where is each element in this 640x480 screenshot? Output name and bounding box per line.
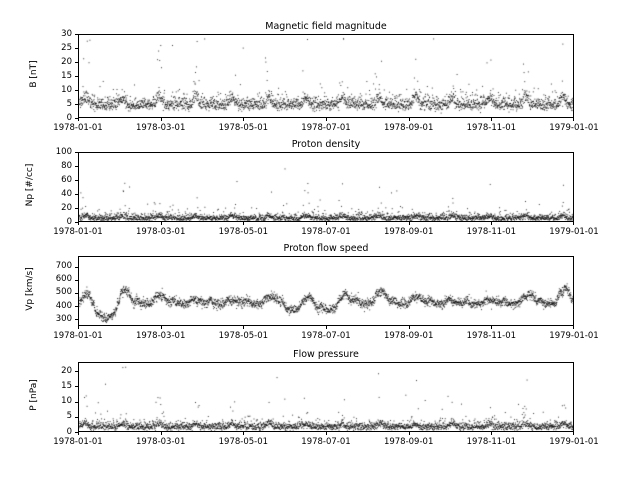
panel-title-2: Proton flow speed	[283, 243, 369, 254]
x-tick-mark	[491, 117, 492, 121]
plot-area-1	[78, 152, 574, 222]
x-tick-label: 1978-11-01	[466, 123, 517, 133]
plot-area-2	[78, 256, 574, 326]
x-tick-mark	[573, 117, 574, 121]
x-tick-label: 1978-09-01	[383, 227, 434, 237]
y-tick-label: 10	[61, 396, 72, 407]
x-tick-mark	[409, 221, 410, 225]
y-tick-label: 300	[55, 313, 72, 324]
y-tick-label: 5	[66, 98, 72, 109]
scatter-points-1	[79, 153, 574, 222]
x-tick-mark	[491, 221, 492, 225]
plot-area-0	[78, 34, 574, 118]
y-tick-mark	[75, 194, 79, 195]
x-tick-mark	[78, 117, 79, 121]
x-tick-label: 1978-05-01	[218, 227, 269, 237]
x-tick-label: 1978-03-01	[135, 227, 186, 237]
panel-magnetic-field-magnitude	[29, 21, 599, 133]
y-tick-label: 15	[61, 380, 72, 391]
y-tick-mark	[75, 48, 79, 49]
x-tick-mark	[491, 325, 492, 329]
x-tick-mark	[243, 325, 244, 329]
y-tick-mark	[75, 371, 79, 372]
panel-proton-density	[25, 139, 599, 237]
x-tick-label: 1978-11-01	[466, 227, 517, 237]
x-tick-label: 1978-01-01	[53, 123, 103, 133]
x-tick-label: 1979-01-01	[549, 437, 599, 447]
y-tick-label: 5	[66, 411, 72, 422]
x-tick-mark	[243, 431, 244, 435]
y-tick-label: 700	[55, 261, 72, 272]
x-tick-label: 1978-03-01	[135, 331, 186, 341]
y-tick-label: 60	[61, 174, 72, 185]
y-tick-label: 400	[55, 300, 72, 311]
x-tick-label: 1978-05-01	[218, 437, 269, 447]
y-tick-label: 600	[55, 274, 72, 285]
y-tick-mark	[75, 267, 79, 268]
y-tick-label: 20	[61, 365, 72, 376]
y-tick-mark	[75, 34, 79, 35]
x-tick-label: 1978-09-01	[383, 123, 434, 133]
y-tick-label: 15	[61, 70, 72, 81]
x-tick-label: 1978-07-01	[301, 437, 351, 447]
x-tick-label: 1978-03-01	[135, 123, 186, 133]
y-tick-mark	[75, 306, 79, 307]
panel-proton-flow-speed	[25, 243, 599, 341]
y-tick-mark	[75, 90, 79, 91]
x-tick-label: 1978-03-01	[135, 437, 186, 447]
x-tick-label: 1978-01-01	[53, 227, 103, 237]
y-tick-mark	[75, 417, 79, 418]
panel-title-0: Magnetic field magnitude	[265, 21, 387, 32]
x-tick-label: 1978-07-01	[301, 123, 351, 133]
y-tick-label: 0	[66, 112, 72, 123]
x-tick-label: 1978-09-01	[383, 331, 434, 341]
x-tick-label: 1978-05-01	[218, 123, 269, 133]
y-tick-label: 80	[61, 160, 72, 171]
x-tick-mark	[573, 325, 574, 329]
y-tick-label: 100	[55, 146, 72, 157]
x-tick-label: 1978-01-01	[53, 437, 103, 447]
y-tick-mark	[75, 104, 79, 105]
x-tick-mark	[78, 325, 79, 329]
y-tick-mark	[75, 319, 79, 320]
x-tick-mark	[409, 325, 410, 329]
y-tick-label: 40	[61, 188, 72, 199]
x-tick-label: 1978-09-01	[383, 437, 434, 447]
y-tick-mark	[75, 76, 79, 77]
panel-flow-pressure	[29, 349, 599, 447]
y-tick-label: 20	[61, 56, 72, 67]
plot-area-3	[78, 362, 574, 432]
scatter-points-3	[79, 363, 574, 432]
y-tick-mark	[75, 280, 79, 281]
y-tick-mark	[75, 180, 79, 181]
x-tick-mark	[326, 325, 327, 329]
x-tick-mark	[161, 431, 162, 435]
x-tick-mark	[161, 221, 162, 225]
panel-title-1: Proton density	[291, 139, 361, 150]
y-tick-label: 25	[61, 42, 72, 53]
x-tick-mark	[573, 221, 574, 225]
x-tick-mark	[243, 221, 244, 225]
y-tick-label: 500	[55, 287, 72, 298]
y-tick-label: 0	[66, 216, 72, 227]
y-axis-label-0: B [nT]	[29, 60, 39, 88]
x-tick-mark	[161, 325, 162, 329]
x-tick-label: 1979-01-01	[549, 227, 599, 237]
x-tick-label: 1979-01-01	[549, 123, 599, 133]
x-tick-mark	[409, 117, 410, 121]
x-tick-label: 1978-01-01	[53, 331, 103, 341]
y-tick-mark	[75, 386, 79, 387]
y-tick-mark	[75, 62, 79, 63]
scatter-points-0	[79, 35, 574, 118]
x-tick-mark	[326, 117, 327, 121]
y-axis-label-1: Np [#/cc]	[25, 163, 35, 207]
y-tick-label: 10	[61, 84, 72, 95]
x-tick-label: 1978-11-01	[466, 331, 517, 341]
y-tick-label: 0	[66, 426, 72, 437]
y-tick-mark	[75, 402, 79, 403]
x-tick-label: 1978-11-01	[466, 437, 517, 447]
x-tick-mark	[78, 221, 79, 225]
y-tick-label: 20	[61, 202, 72, 213]
panel-title-3: Flow pressure	[293, 349, 359, 360]
y-tick-mark	[75, 293, 79, 294]
y-tick-mark	[75, 152, 79, 153]
x-tick-mark	[409, 431, 410, 435]
x-tick-mark	[491, 431, 492, 435]
x-tick-label: 1978-05-01	[218, 331, 269, 341]
y-axis-label-2: Vp [km/s]	[25, 267, 35, 311]
y-tick-mark	[75, 166, 79, 167]
x-tick-mark	[161, 117, 162, 121]
scatter-points-2	[79, 257, 574, 326]
x-tick-mark	[243, 117, 244, 121]
x-tick-mark	[573, 431, 574, 435]
x-tick-label: 1978-07-01	[301, 227, 351, 237]
x-tick-label: 1978-07-01	[301, 331, 351, 341]
y-tick-label: 30	[61, 28, 72, 39]
x-tick-mark	[78, 431, 79, 435]
x-tick-label: 1979-01-01	[549, 331, 599, 341]
x-tick-mark	[326, 221, 327, 225]
x-tick-mark	[326, 431, 327, 435]
y-axis-label-3: P [nPa]	[29, 379, 39, 411]
y-tick-mark	[75, 208, 79, 209]
